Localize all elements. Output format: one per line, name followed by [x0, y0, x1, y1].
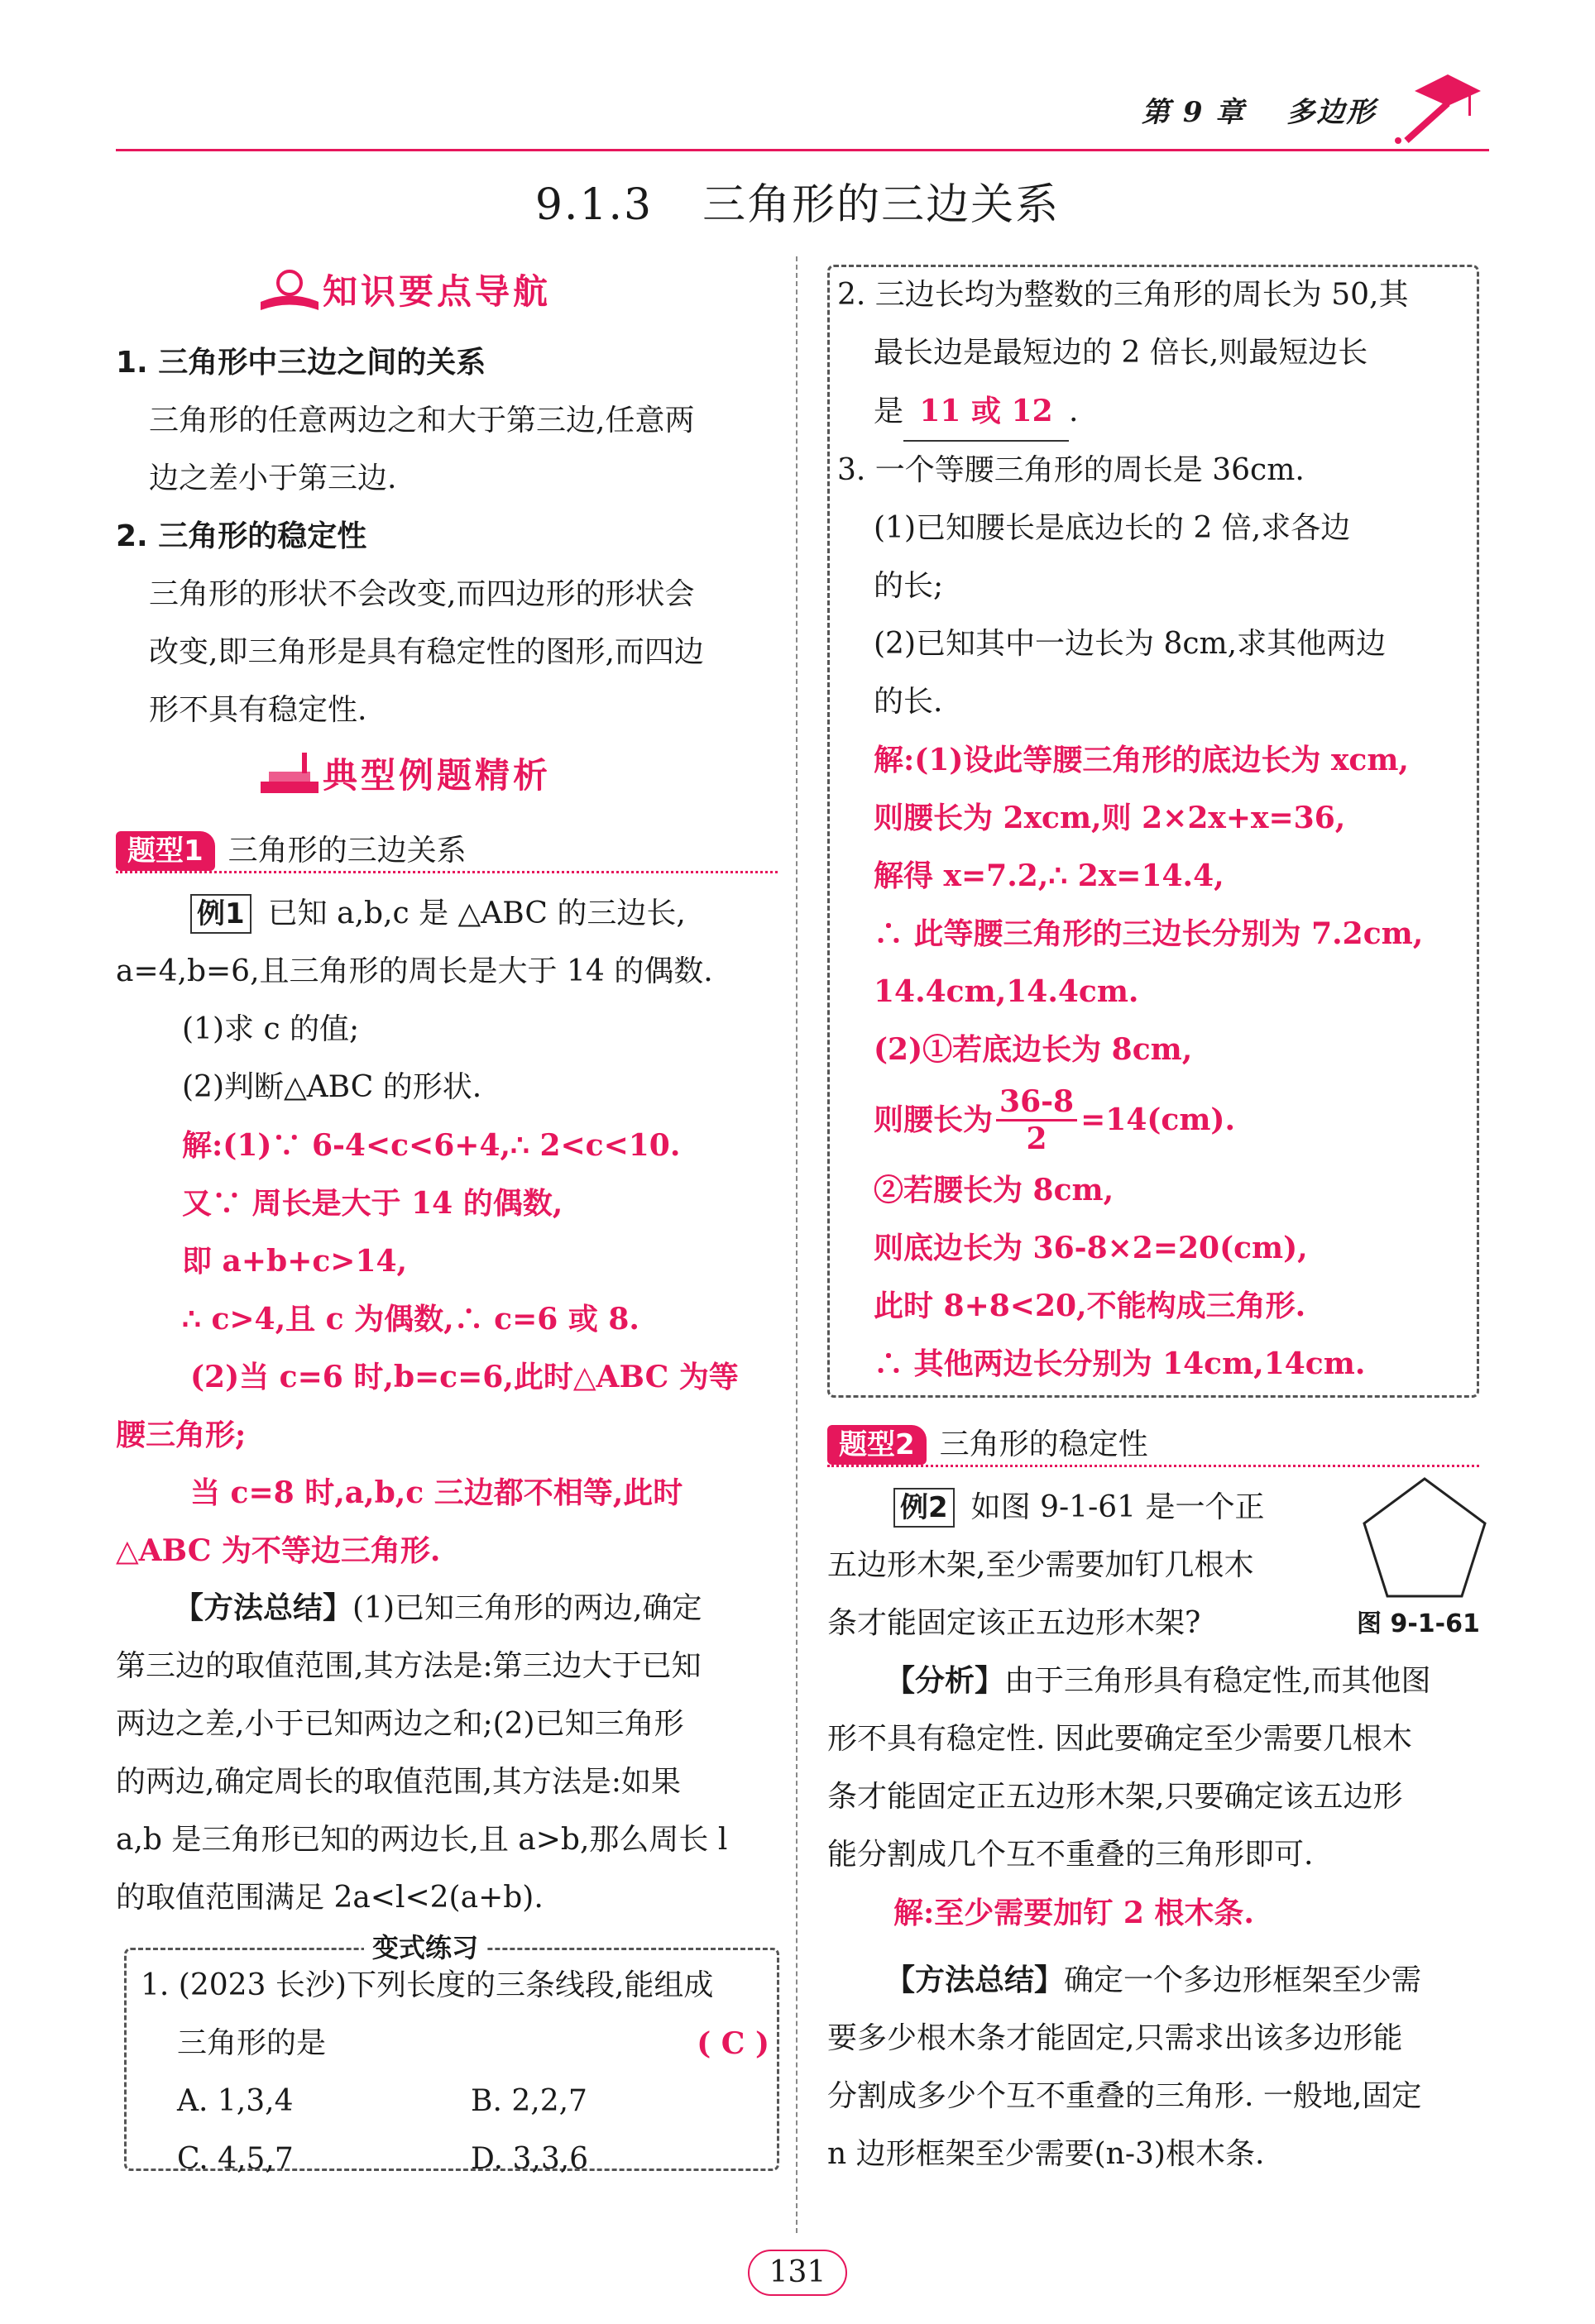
- knowledge-content: [116, 334, 778, 739]
- analysis-line: 能分割成几个互不重叠的三角形即可.: [827, 1838, 1314, 1872]
- type1-tag: 题型1: [116, 831, 215, 871]
- chapter-title: 多边形: [1286, 96, 1377, 129]
- example1-solution-line: 即 a+b+c>14,: [182, 1244, 408, 1279]
- q3-line: (1)已知腰长是底边长的 2 倍,求各边: [874, 511, 1351, 545]
- graduation-pencil-icon: [1390, 58, 1489, 149]
- q3-frac-suffix: =14(cm).: [1080, 1102, 1235, 1137]
- method2-line: 分割成多少个互不重叠的三角形. 一般地,固定: [827, 2079, 1422, 2113]
- example2-solution: 解:至少需要加钉 2 根木条.: [893, 1896, 1254, 1930]
- practice-label: 变式练习: [364, 1927, 486, 1965]
- q3-solution-line: 解:(1)设此等腰三角形的底边长为 xcm,: [874, 743, 1409, 777]
- example1-label: 例1: [190, 894, 251, 934]
- q1-answer: ( C ): [697, 2026, 769, 2061]
- method-line: 第三边的取值范围,其方法是:第三边大于已知: [116, 1649, 702, 1683]
- example1-line: 已知 a,b,c 是 △ABC 的三边长,: [267, 897, 686, 930]
- q2-line: 最长边是最短边的 2 倍长,则最短边长: [874, 336, 1368, 370]
- q2-line: 2. 三边长均为整数的三角形的周长为 50,其: [837, 278, 1409, 312]
- type1-header: [116, 827, 778, 873]
- q3-fraction: [996, 1084, 1077, 1156]
- header-rule: [116, 149, 1489, 151]
- knowledge-item2-title: 2. 三角形的稳定性: [116, 519, 367, 553]
- q2-suffix: .: [1069, 395, 1079, 428]
- method-line: 的两边,确定周长的取值范围,其方法是:如果: [116, 1765, 682, 1799]
- method2: [827, 1952, 1489, 2183]
- method-line: (1)已知三角形的两边,确定: [352, 1591, 702, 1625]
- example1-solution-line: △ABC 为不等边三角形.: [116, 1533, 441, 1568]
- q3-frac-prefix: 则腰长为: [874, 1102, 994, 1137]
- q1-option-a: A. 1,3,4: [177, 2084, 294, 2118]
- analysis-line: 形不具有稳定性. 因此要确定至少需要几根木: [827, 1722, 1412, 1756]
- knowledge-item1-line: 三角形的任意两边之和大于第三边,任意两: [149, 404, 695, 438]
- q3-line: 的长.: [874, 685, 943, 719]
- q3-frac-num: 36-8: [996, 1084, 1077, 1121]
- book-icon: [256, 265, 323, 314]
- example2-label: 例2: [893, 1488, 955, 1528]
- example1-line: (2)判断△ABC 的形状.: [182, 1070, 482, 1104]
- q3-solution-line: (2)①若底边长为 8cm,: [874, 1032, 1193, 1067]
- example2-line: 条才能固定该正五边形木架?: [827, 1606, 1201, 1640]
- q3-fraction-line: [837, 1078, 1474, 1161]
- knowledge-item1-line: 边之差小于第三边.: [149, 461, 397, 495]
- example1-line: a=4,b=6,且三角形的周长是大于 14 的偶数.: [116, 954, 713, 988]
- q3-solution2-line: 则底边长为 36-8×2=20(cm),: [874, 1231, 1308, 1265]
- pentagon-figure: [1357, 1472, 1493, 1604]
- knowledge-item2-line: 改变,即三角形是具有稳定性的图形,而四边: [149, 635, 704, 669]
- q1-line: 1. (2023 长沙)下列长度的三条线段,能组成: [141, 1968, 714, 2002]
- method2-line: 确定一个多边形框架至少需: [1064, 1963, 1422, 1997]
- type1-title: 三角形的三边关系: [228, 834, 467, 868]
- analysis-line: 由于三角形具有稳定性,而其他图: [1004, 1664, 1431, 1698]
- example2: [827, 1479, 1340, 1652]
- page-number: 131: [748, 2250, 847, 2296]
- type2-title: 三角形的稳定性: [939, 1427, 1148, 1461]
- method-line: 的取值范围满足 2a<l<2(a+b).: [116, 1881, 544, 1915]
- method-line: 两边之差,小于已知两边之和;(2)已知三角形: [116, 1707, 684, 1741]
- q3-solution2-line: ∴ 其他两边长分别为 14cm,14cm.: [874, 1346, 1366, 1381]
- example1-solution-line: 解:(1)∵ 6-4<c<6+4,∴ 2<c<10.: [182, 1128, 681, 1163]
- q2-answer: 11 或 12: [903, 382, 1069, 442]
- analysis-line: 条才能固定正五边形木架,只要确定该五边形: [827, 1780, 1403, 1814]
- example1-solution-line: ∴ c>4,且 c 为偶数,∴ c=6 或 8.: [182, 1302, 639, 1337]
- section-title: 三角形的三边关系: [702, 180, 1061, 230]
- q3-solution2-line: ②若腰长为 8cm,: [874, 1173, 1114, 1207]
- q3-solution-line: 14.4cm,14.4cm.: [874, 974, 1139, 1009]
- example2-line: 五边形木架,至少需要加钉几根木: [827, 1548, 1254, 1582]
- example1: [116, 885, 778, 1927]
- q1-option-c: C. 4,5,7: [177, 2142, 294, 2176]
- knowledge-item2-line: 形不具有稳定性.: [149, 693, 367, 727]
- page-title: [0, 170, 1595, 232]
- type2-header: [827, 1421, 1479, 1467]
- type2-tag: 题型2: [827, 1425, 927, 1465]
- section-number: 9.1.3: [534, 180, 654, 230]
- method-label: 【方法总结】: [174, 1591, 353, 1625]
- q3-line: (2)已知其中一边长为 8cm,求其他两边: [874, 627, 1387, 661]
- q3-solution-line: ∴ 此等腰三角形的三边长分别为 7.2cm,: [874, 916, 1424, 951]
- examples-heading: 典型例题精析: [256, 748, 551, 798]
- q3-solution-line: 解得 x=7.2,∴ 2x=14.4,: [874, 858, 1224, 893]
- method2-line: 要多少根木条才能固定,只需求出该多边形能: [827, 2021, 1403, 2055]
- chapter-header: [1142, 89, 1417, 130]
- q3-solution2-line: 此时 8+8<20,不能构成三角形.: [874, 1289, 1306, 1323]
- chapter-number: 第 9 章: [1142, 96, 1246, 129]
- example1-solution-line: 腰三角形;: [116, 1418, 247, 1452]
- column-divider: [796, 256, 798, 2233]
- example1-solution-line: 当 c=8 时,a,b,c 三边都不相等,此时: [190, 1475, 683, 1510]
- analysis-label: 【分析】: [885, 1664, 1005, 1698]
- q3-line: 的长;: [874, 569, 944, 603]
- q1-option-b: B. 2,2,7: [471, 2084, 587, 2118]
- example1-solution-line: (2)当 c=6 时,b=c=6,此时△ABC 为等: [190, 1360, 739, 1394]
- example1-solution-line: 又∵ 周长是大于 14 的偶数,: [182, 1186, 563, 1221]
- practice-q1: [141, 1957, 769, 2188]
- q2-prefix: 是: [874, 395, 904, 428]
- example2-line: 如图 9-1-61 是一个正: [970, 1490, 1265, 1524]
- q1-line: 三角形的是: [177, 2026, 327, 2060]
- example1-line: (1)求 c 的值;: [182, 1012, 360, 1046]
- q3-line: 3. 一个等腰三角形的周长是 36cm.: [837, 453, 1305, 487]
- example2-analysis: [827, 1652, 1489, 1942]
- figure-caption: 图 9-1-61: [1357, 1609, 1480, 1638]
- q1-option-d: D. 3,3,6: [471, 2142, 589, 2176]
- method2-line: n 边形框架至少需要(n-3)根木条.: [827, 2137, 1265, 2171]
- q3-frac-den: 2: [1026, 1121, 1047, 1156]
- knowledge-heading: 知识要点导航: [256, 265, 551, 314]
- method2-label: 【方法总结】: [885, 1963, 1065, 1997]
- knowledge-item1-title: 1. 三角形中三边之间的关系: [116, 346, 486, 380]
- books-icon: [256, 748, 323, 798]
- practice-q2-q3: [837, 266, 1474, 1393]
- knowledge-item2-line: 三角形的形状不会改变,而四边形的形状会: [149, 577, 695, 611]
- q3-solution-line: 则腰长为 2xcm,则 2×2x+x=36,: [874, 801, 1346, 835]
- method-line: a,b 是三角形已知的两边长,且 a>b,那么周长 l: [116, 1823, 728, 1857]
